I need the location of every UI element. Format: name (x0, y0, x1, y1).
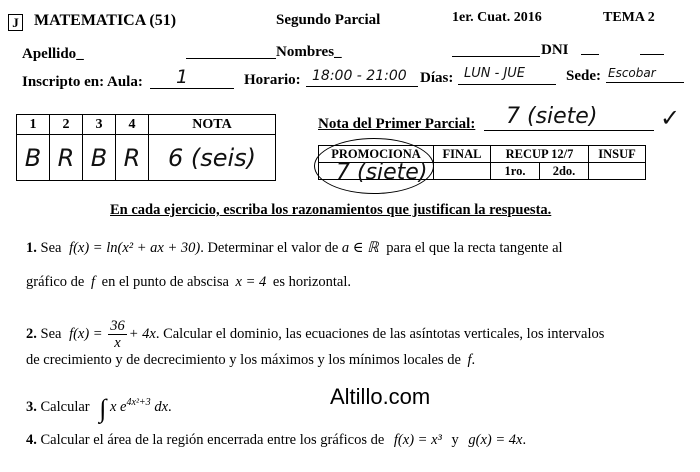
primer-parcial-value: 7 (siete) (506, 104, 598, 129)
tema-label: TEMA 2 (603, 10, 655, 25)
problem-1-text-c: gráfico de (26, 274, 85, 290)
problem-2-sea: Sea (40, 325, 62, 342)
problem-2-frac-num: 36 (110, 318, 125, 334)
grade-1: B (17, 135, 50, 181)
apellido-line (186, 58, 276, 59)
problem-3-end: . (168, 399, 172, 415)
problem-2-line-2 (26, 352, 475, 369)
problem-1-x-eq: x = 4 (235, 274, 267, 290)
exam-title: Segundo Parcial (276, 12, 381, 28)
problem-1-text-d: en el punto de abscisa (101, 274, 229, 290)
course-title: MATEMATICA (51) (34, 12, 177, 29)
grades-header-nota: NOTA (149, 115, 276, 135)
watermark: Altillo.com (330, 384, 431, 409)
primer-parcial-line (484, 130, 654, 131)
sede-value: Escobar (608, 66, 656, 80)
problem-4-f: f(x) = x³ (393, 432, 442, 448)
problem-1-number: 1. (26, 240, 37, 256)
dias-line (458, 84, 556, 85)
problem-1-text-a: . Determinar el valor de (200, 240, 339, 256)
horario-line (306, 86, 418, 87)
problem-2-line-1 (26, 318, 604, 351)
problem-2-number: 2. (26, 325, 37, 342)
grades-header-4: 4 (116, 115, 149, 135)
problem-1-text-e: es horizontal. (272, 274, 352, 290)
dni-label: DNI (541, 42, 569, 58)
problem-1-line-1 (26, 240, 563, 257)
recup-1ro: 1ro. (491, 163, 540, 180)
problem-3-number: 3. (26, 399, 37, 415)
grades-header-2: 2 (50, 115, 83, 135)
aula-value: 1 (176, 66, 189, 88)
dni-line-1 (581, 54, 599, 55)
grade-3: B (83, 135, 116, 181)
problem-2-rhs: + 4x (128, 325, 156, 342)
apellido-label: Apellido_ (22, 46, 84, 62)
period-label: 1er. Cuat. 2016 (452, 10, 542, 25)
grade-nota: 6 (seis) (149, 135, 276, 181)
problem-4-number: 4. (26, 432, 37, 448)
status-promociona: PROMOCIONA (319, 146, 434, 163)
problem-2-end: . (471, 352, 476, 368)
problem-4-end: . (522, 432, 527, 448)
nombres-line (452, 56, 540, 57)
horario-label: Horario: (244, 72, 301, 88)
problem-2-lhs: f(x) = (69, 325, 103, 342)
problem-2-fraction (108, 318, 127, 351)
problem-1-formula: f(x) = ln(x² + ax + 30) (69, 240, 201, 256)
problem-1-text-b: para el que la recta tangente al (386, 240, 563, 256)
horario-value: 18:00 - 21:00 (312, 68, 407, 84)
problem-2-text-b: de crecimiento y de decrecimiento y los máximos y los mínimos locales de (26, 352, 461, 368)
problem-2-frac-den: x (114, 335, 121, 351)
promociona-value: 7 (siete) (336, 160, 428, 185)
grades-header-3: 3 (83, 115, 116, 135)
problem-1-f: f (91, 274, 96, 290)
insuf-cell (589, 163, 646, 180)
problem-3-dx: dx (154, 399, 168, 415)
sede-line (606, 82, 684, 83)
section-letter-box: J (8, 14, 23, 31)
grades-table (16, 114, 276, 181)
problem-1-line-2 (26, 274, 351, 291)
problem-1-sea: Sea (40, 240, 62, 256)
dias-value: LUN - JUE (464, 66, 526, 81)
nombres-label: Nombres_ (276, 44, 342, 60)
problem-3 (26, 394, 172, 424)
problem-4-text: Calcular el área de la región encerrada entre los gráficos de (40, 432, 385, 448)
status-recup: RECUP 12/7 (491, 146, 589, 163)
final-cell (434, 163, 491, 180)
problem-3-label: Calcular (40, 399, 90, 415)
problem-3-integrand: x e (110, 399, 127, 415)
sede-label: Sede: (566, 68, 601, 84)
recup-2do: 2do. (540, 163, 589, 180)
grade-2: R (50, 135, 83, 181)
grades-header-1: 1 (17, 115, 50, 135)
status-final: FINAL (434, 146, 491, 163)
instructions: En cada ejercicio, escriba los razonamientos que justifican la respuesta. (110, 202, 552, 218)
problem-2-f: f (467, 352, 472, 368)
aula-line (150, 88, 234, 89)
problem-4-and: y (451, 432, 459, 448)
status-insuf: INSUF (589, 146, 646, 163)
problem-4-g: g(x) = 4x (468, 432, 523, 448)
problem-3-exponent: 4x²+3 (126, 397, 151, 409)
integral-sign-icon: ∫ (99, 394, 107, 423)
dni-line-2 (640, 54, 664, 55)
inscripto-label: Inscripto en: Aula: (22, 74, 143, 90)
check-mark-icon: ✓ (660, 104, 681, 132)
problem-4 (26, 432, 526, 449)
problem-1-a-in-R: a ∈ ℝ (341, 240, 379, 256)
dias-label: Días: (420, 70, 454, 86)
grade-4: R (116, 135, 149, 181)
problem-2-text-a: . Calcular el dominio, las ecuaciones de las asíntotas verticales, los intervalos (155, 325, 605, 342)
primer-parcial-label: Nota del Primer Parcial: (318, 116, 476, 132)
